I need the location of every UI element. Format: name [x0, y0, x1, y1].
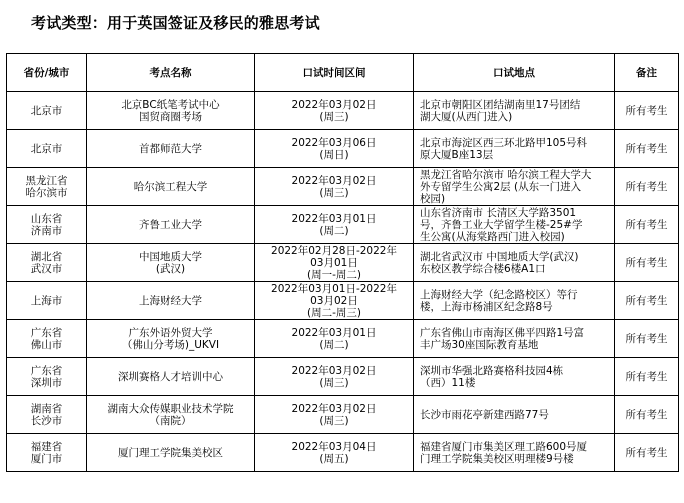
cell-city	[7, 244, 87, 282]
cell-address-line: （西）11楼	[420, 376, 476, 389]
cell-time	[255, 92, 414, 130]
cell-time-line: 2022年03月02日	[291, 174, 377, 187]
cell-venue-line: （南院）	[149, 414, 192, 427]
table-header-row	[7, 54, 679, 92]
cell-address	[414, 130, 615, 168]
cell-time-line: 2022年03月01日-2022年	[271, 282, 397, 295]
header-time: 口试时间区间	[255, 54, 414, 92]
cell-address	[414, 320, 615, 358]
cell-city-line: 湖北省	[30, 250, 63, 263]
cell-venue	[87, 244, 255, 282]
cell-city	[7, 320, 87, 358]
header-venue: 考点名称	[87, 54, 255, 92]
table-row	[7, 244, 679, 282]
cell-time	[255, 244, 414, 282]
table-row	[7, 396, 679, 434]
cell-address-line: 深圳市华强北路赛格科技园4栋	[420, 364, 564, 377]
cell-time	[255, 434, 414, 472]
cell-time	[255, 396, 414, 434]
cell-city-line: 北京市	[30, 142, 63, 155]
cell-note: 所有考生	[615, 130, 679, 168]
cell-city-line: 广东省	[30, 364, 63, 377]
cell-city	[7, 130, 87, 168]
cell-time-line: (周三)	[319, 186, 349, 199]
cell-address	[414, 168, 615, 206]
cell-venue	[87, 130, 255, 168]
cell-address-line: 楼，上海市杨浦区纪念路8号	[420, 300, 553, 313]
cell-address-line: 原大厦B座13层	[420, 148, 494, 161]
cell-city-line: 深圳市	[30, 376, 63, 389]
cell-venue	[87, 396, 255, 434]
cell-note: 所有考生	[615, 434, 679, 472]
cell-city-line: 佛山市	[30, 338, 63, 351]
cell-city-line: 山东省	[30, 212, 63, 225]
cell-venue-line: 广东外语外贸大学	[128, 326, 213, 339]
cell-venue-line: 国贸商圈考场	[139, 110, 202, 123]
cell-time-line: (周一-周二)	[307, 268, 361, 281]
cell-venue-line: 首都师范大学	[139, 142, 202, 155]
exam-schedule-table	[6, 53, 679, 472]
cell-address	[414, 282, 615, 320]
table-row	[7, 206, 679, 244]
cell-time-line: 2022年03月01日	[291, 212, 377, 225]
cell-address	[414, 92, 615, 130]
cell-venue	[87, 206, 255, 244]
table-row	[7, 92, 679, 130]
cell-time	[255, 168, 414, 206]
cell-note: 所有考生	[615, 320, 679, 358]
cell-address	[414, 206, 615, 244]
cell-address-line: 北京市朝阳区团结湖南里17号团结	[420, 98, 581, 111]
cell-address-line: 长沙市雨花亭新建西路77号	[420, 408, 549, 421]
cell-address-line: 丰广场30座国际教育基地	[420, 338, 539, 351]
cell-address-line: 门理工学院集美校区明理楼9号楼	[420, 452, 574, 465]
cell-venue-line: (武汉)	[155, 262, 186, 275]
cell-city	[7, 358, 87, 396]
cell-city-line: 湖南省	[30, 402, 63, 415]
cell-address-line: 东校区教学综合楼6楼A1口	[420, 262, 546, 275]
cell-venue-line: 深圳赛格人才培训中心	[118, 370, 223, 383]
cell-address-line: 广东省佛山市南海区佛平四路1号富	[420, 326, 585, 339]
cell-time-line: 03月02日	[310, 294, 358, 307]
cell-address-line: 黑龙江省哈尔滨市 哈尔滨工程大学大	[420, 168, 592, 181]
cell-address-line: 生公寓(从海棠路西门进入校园)	[420, 230, 565, 243]
cell-time-line: 2022年03月02日	[291, 98, 377, 111]
cell-note: 所有考生	[615, 396, 679, 434]
cell-address-line: 外专留学生公寓2层 (从东一门进入	[420, 180, 582, 193]
cell-venue	[87, 92, 255, 130]
cell-address-line: 山东省济南市 长清区大学路3501	[420, 206, 577, 219]
cell-city-line: 福建省	[30, 440, 63, 453]
cell-time-line: (周三)	[319, 414, 349, 427]
cell-time	[255, 282, 414, 320]
cell-city-line: 北京市	[30, 104, 63, 117]
cell-address-line: 湖北省武汉市 中国地质大学(武汉)	[420, 250, 579, 263]
cell-address-line: 校园)	[420, 192, 446, 205]
cell-venue	[87, 282, 255, 320]
cell-city	[7, 92, 87, 130]
cell-city	[7, 282, 87, 320]
cell-venue-line: 厦门理工学院集美校区	[118, 446, 223, 459]
cell-venue-line: 湖南大众传媒职业技术学院	[107, 402, 234, 415]
cell-city-line: 济南市	[30, 224, 63, 237]
cell-address-line: 湖大厦(从西门进入)	[420, 110, 513, 123]
cell-address-line: 上海财经大学（纪念路校区）等行	[420, 288, 578, 301]
cell-venue	[87, 168, 255, 206]
cell-note: 所有考生	[615, 206, 679, 244]
cell-city-line: 广东省	[30, 326, 63, 339]
cell-time	[255, 358, 414, 396]
table-row	[7, 282, 679, 320]
header-city: 省份/城市	[7, 54, 87, 92]
cell-time-line: 2022年03月01日	[291, 326, 377, 339]
cell-time-line: 2022年03月02日	[291, 402, 377, 415]
cell-time-line: (周日)	[319, 148, 349, 161]
cell-city-line: 厦门市	[30, 452, 63, 465]
header-address: 口试地点	[414, 54, 615, 92]
cell-venue-line: （佛山分考场)_UKVI	[121, 338, 220, 351]
cell-time	[255, 206, 414, 244]
cell-note: 所有考生	[615, 168, 679, 206]
cell-time-line: 2022年03月06日	[291, 136, 377, 149]
cell-time-line: (周三)	[319, 110, 349, 123]
cell-venue-line: 齐鲁工业大学	[139, 218, 202, 231]
cell-city	[7, 396, 87, 434]
cell-venue	[87, 320, 255, 358]
page-title: 考试类型：用于英国签证及移民的雅思考试	[31, 14, 320, 32]
cell-city	[7, 206, 87, 244]
cell-time-line: (周二-周三)	[307, 306, 361, 319]
cell-address	[414, 358, 615, 396]
cell-venue	[87, 358, 255, 396]
cell-city-line: 上海市	[30, 294, 63, 307]
cell-address	[414, 434, 615, 472]
cell-time-line: 03月01日	[310, 256, 358, 269]
cell-address	[414, 396, 615, 434]
cell-note: 所有考生	[615, 358, 679, 396]
cell-time	[255, 320, 414, 358]
table-row	[7, 320, 679, 358]
cell-time-line: (周二)	[319, 224, 349, 237]
table-row	[7, 434, 679, 472]
cell-time-line: (周五)	[319, 452, 349, 465]
cell-time-line: 2022年03月04日	[291, 440, 377, 453]
cell-address-line: 北京市海淀区西三环北路甲105号科	[420, 136, 588, 149]
cell-venue-line: 上海财经大学	[139, 294, 202, 307]
cell-venue-line: 哈尔滨工程大学	[133, 180, 208, 193]
cell-address-line: 福建省厦门市集美区理工路600号厦	[420, 440, 588, 453]
cell-venue-line: 北京BC纸笔考试中心	[121, 98, 220, 111]
cell-address-line: 号，齐鲁工业大学留学生楼-25#学	[420, 218, 583, 231]
table-row	[7, 168, 679, 206]
cell-city-line: 黑龙江省	[25, 174, 68, 187]
cell-time-line: (周三)	[319, 376, 349, 389]
cell-time	[255, 130, 414, 168]
table-row	[7, 130, 679, 168]
cell-venue	[87, 434, 255, 472]
table-row	[7, 358, 679, 396]
cell-venue-line: 中国地质大学	[139, 250, 202, 263]
cell-note: 所有考生	[615, 244, 679, 282]
cell-time-line: 2022年02月28日-2022年	[271, 244, 397, 257]
cell-address	[414, 244, 615, 282]
cell-city	[7, 434, 87, 472]
cell-city-line: 哈尔滨市	[25, 186, 68, 199]
cell-time-line: 2022年03月02日	[291, 364, 377, 377]
cell-city-line: 长沙市	[30, 414, 63, 427]
cell-city	[7, 168, 87, 206]
cell-note: 所有考生	[615, 282, 679, 320]
header-note: 备注	[615, 54, 679, 92]
cell-time-line: (周二)	[319, 338, 349, 351]
cell-note: 所有考生	[615, 92, 679, 130]
cell-city-line: 武汉市	[30, 262, 63, 275]
